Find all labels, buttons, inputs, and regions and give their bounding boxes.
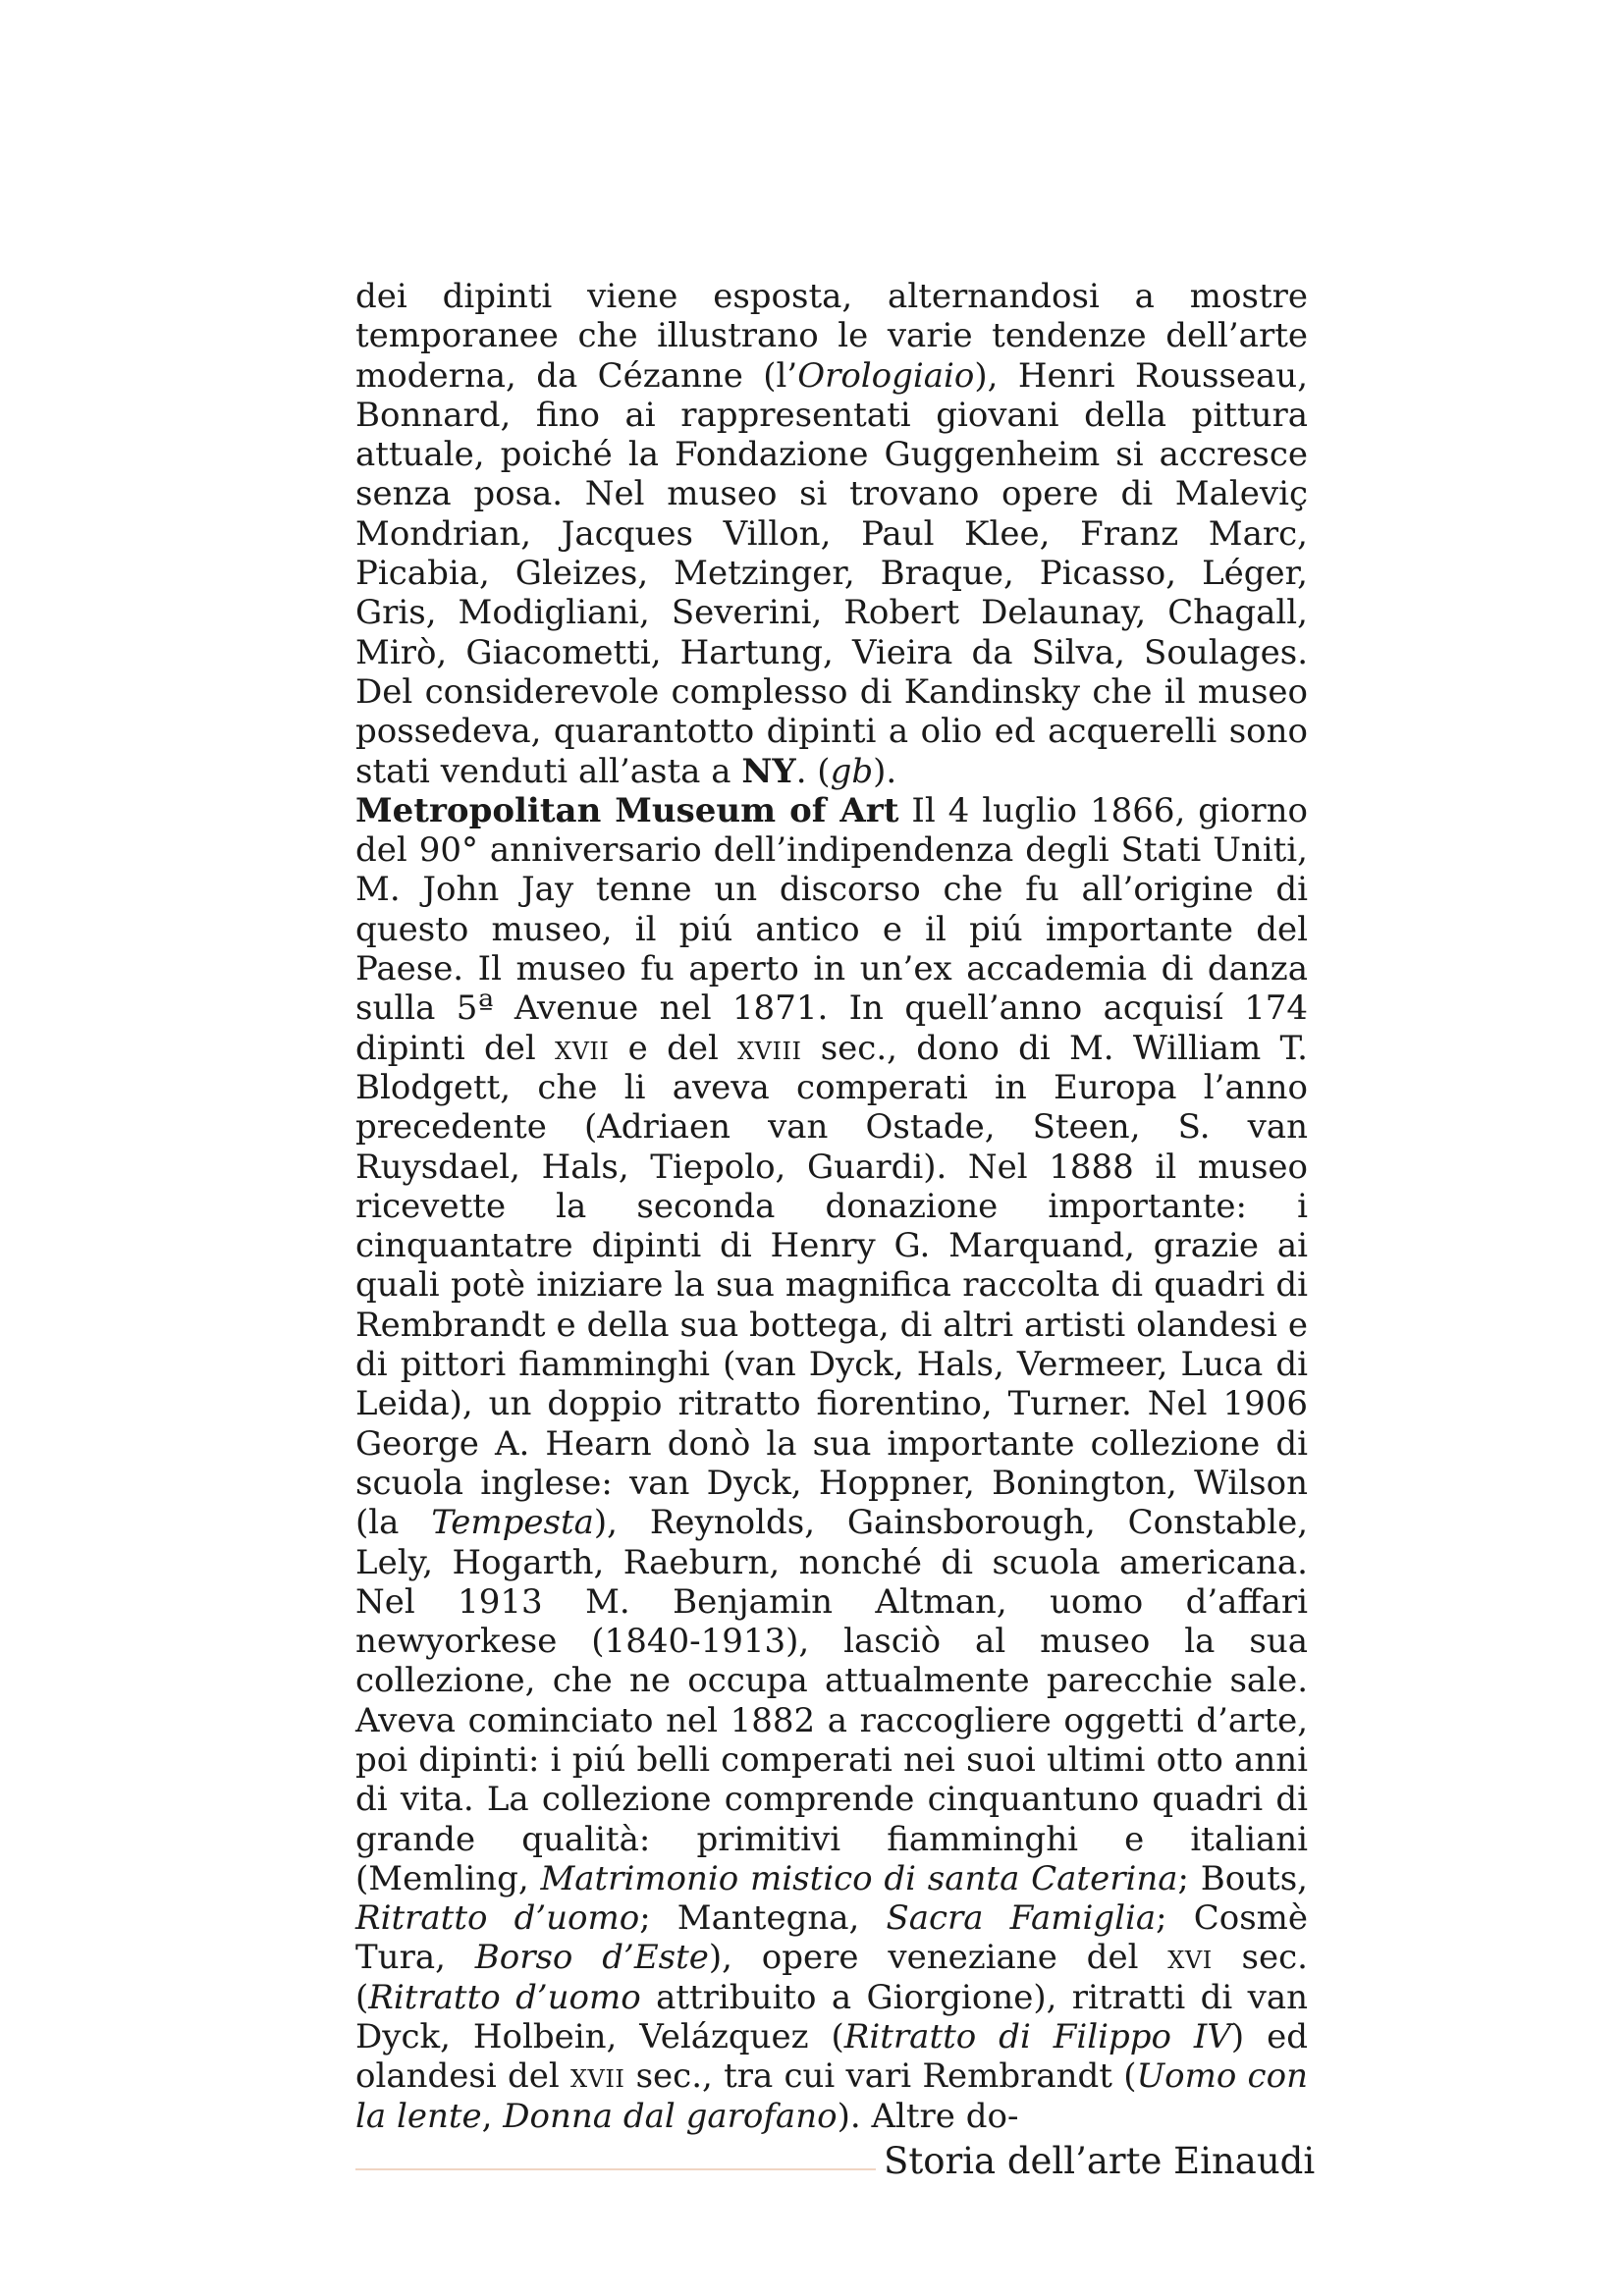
text-run: ). [873,751,897,791]
text-run: e del [609,1028,738,1068]
paragraph-metropolitan-museum [355,791,1308,2136]
italic-title: Matrimonio mistico di santa Caterina [540,1858,1178,1898]
entry-heading: Metropolitan Museum of Art [355,790,899,830]
footer-title: Storia dell’arte Einaudi [884,2140,1316,2182]
text-run: ; Mantegna, [639,1898,887,1939]
italic-title: Ritratto d’uomo [355,1898,640,1939]
text-run: ; Bouts, [1177,1858,1308,1898]
text-run: attribuito a Giorgione), ritratti di van Dyck, Holbein, Velázquez ( [355,1977,1308,2057]
text-run: ), Reynolds, Gainsborough, Constable, Lely, Hogarth, Raeburn, nonché di scuola americana. Nel 1913 M. Benjamin Altman, uomo d’affari newyorkese (1840-1913), lasciò al museo la sua collezione, che ne occupa attualmente parecchie sale. Aveva cominciato nel 1882 a raccogliere oggetti d’arte, poi dipinti: i piú belli comperati nei suoi ultimi otto anni di vita. La collezione comprende cinquantuno quadri di grande qualità: primitivi fiamminghi e italiani (Memling, [355,1503,1308,1898]
text-run: ; Cosmè Tura, [355,1898,1309,1978]
bold-crossref: NY [741,751,796,791]
century-numeral: xvii [555,1028,610,1068]
text-run: ), opere veneziane del [708,1938,1168,1978]
text-run: sec. ( [355,1938,1308,2017]
author-initials: gb [830,751,874,791]
text-run: . ( [795,751,831,791]
italic-title: Ritratto di Filippo IV [843,2017,1231,2057]
text-run: Il 4 luglio 1866, giorno del 90° anniversario dell’indipendenza degli Stati Uniti, M. John Jay tenne un discorso che fu all’origine di questo museo, il piú antico e il piú importante del Paese. Il museo fu aperto in un’ex accademia di danza sulla 5ª Avenue nel 1871. In quell’anno acquisí 174 dipinti del [355,790,1308,1068]
text-run: ). Altre do- [837,2096,1019,2136]
text-run: ), Henri Rousseau, Bonnard, fino ai rappresentati giovani della pittura attuale, poiché la Fondazione Guggenheim si accresce senza posa. Nel museo si trovano opere di Maleviç Mondrian, Jacques Villon, Paul Klee, Franz Marc, Picabia, Gleizes, Metzinger, Braque, Picasso, Léger, Gris, Modigliani, Severini, Robert Delaunay, Chagall, Mirò, Giacometti, Hartung, Vieira da Silva, Soulages. Del considerevole complesso di Kandinsky che il museo possedeva, quarantotto dipinti a olio ed acquerelli sono stati venduti all’asta a [355,355,1308,791]
text-run: sec., dono di M. William T. Blodgett, che li aveva comperati in Europa l’anno precedente (Adriaen van Ostade, Steen, S. van Ruysdael, Hals, Tiepolo, Guardi). Nel 1888 il museo ricevette la seconda donazione importante: i cinquantatre dipinti di Henry G. Marquand, grazie ai quali potè iniziare la sua magnifica raccolta di quadri di Rembrandt e della sua bottega, di altri artisti olandesi e di pittori fiamminghi (van Dyck, Hals, Vermeer, Luca di Leida), un doppio ritratto fiorentino, Turner. Nel 1906 George A. Hearn donò la sua importante collezione di scuola inglese: van Dyck, Hoppner, Bonington, Wilson (la [355,1028,1308,1543]
italic-title: Orologiaio [797,355,975,396]
text-run: dei dipinti viene esposta, alternandosi a mostre temporanee che illustrano le varie tendenze dell’arte moderna, da Cézanne (l’ [355,277,1308,396]
century-numeral: xviii [737,1028,802,1068]
century-numeral: xvii [569,2056,625,2097]
italic-title: Ritratto d’uomo [368,1977,641,2017]
century-numeral: xvi [1167,1938,1213,1978]
footer-rule [355,2168,876,2170]
text-run: ) ed olandesi del [355,2017,1308,2097]
italic-title: Donna dal garofano [503,2096,838,2136]
text-run: , [481,2096,504,2136]
italic-title: Uomo con la lente [355,2056,1308,2136]
paragraph-guggenheim-continuation [355,277,1308,791]
italic-title: Borso d’Este [474,1938,709,1978]
text-run: sec., tra cui vari Rembrandt ( [624,2056,1137,2097]
italic-title: Sacra Famiglia [886,1898,1157,1939]
italic-title: Tempesta [431,1503,594,1543]
body-text [355,277,1308,2136]
